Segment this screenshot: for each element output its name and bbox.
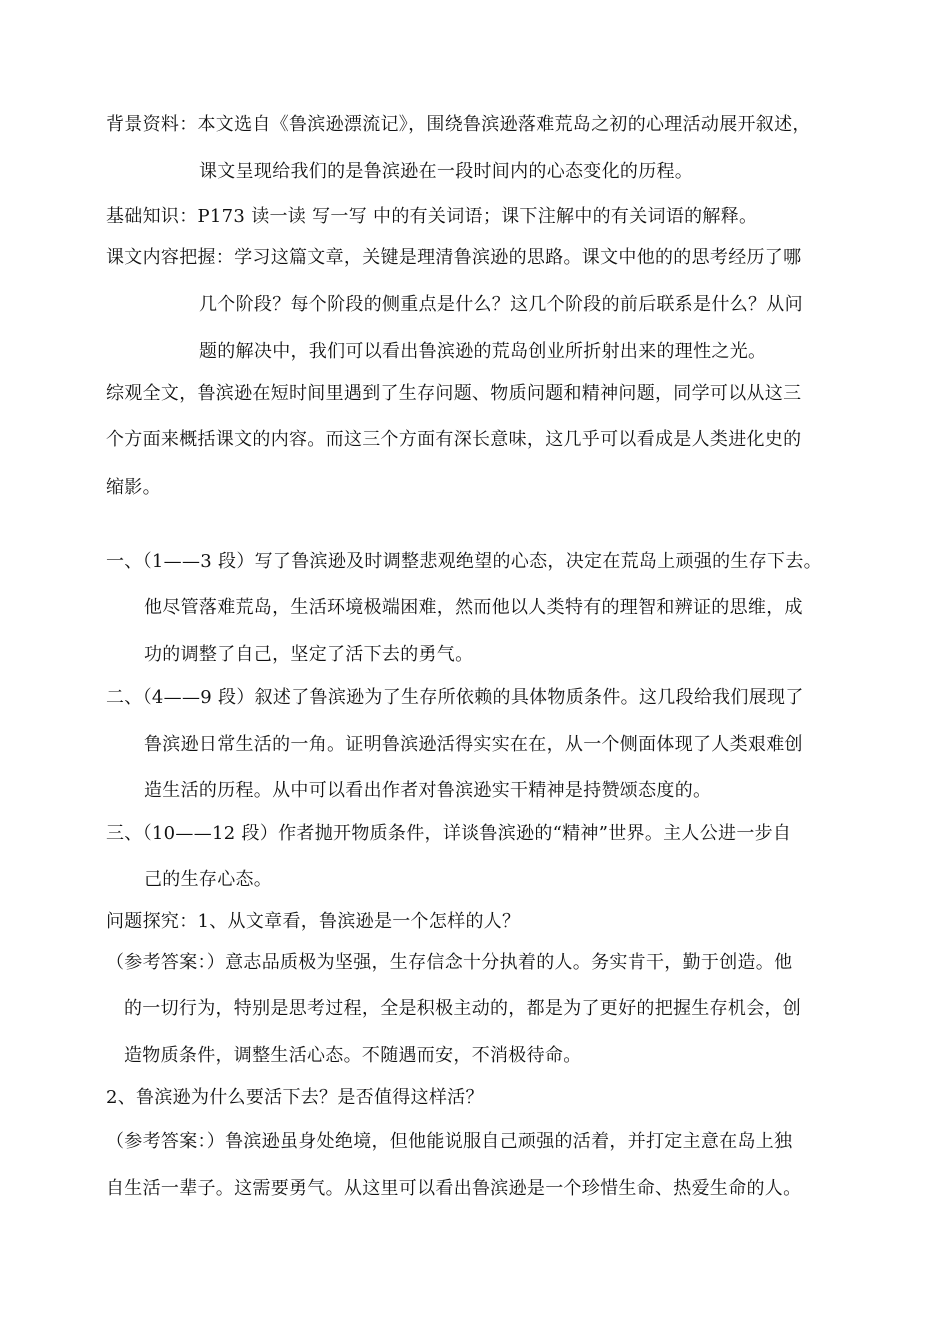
background-line-2: 课文呈现给我们的是鲁滨逊在一段时间内的心态变化的历程。 — [199, 161, 694, 182]
section-2-line-3: 造生活的历程。从中可以看出作者对鲁滨逊实干精神是持赞颂态度的。 — [144, 780, 712, 801]
overview-line-3: 缩影。 — [106, 477, 161, 498]
section-1-line-3: 功的调整了自己，坚定了活下去的勇气。 — [144, 644, 474, 665]
content-grasp-line-2: 几个阶段？每个阶段的侧重点是什么？这几个阶段的前后联系是什么？从问 — [199, 294, 803, 315]
section-2-line-1: 二、（4——9 段）叙述了鲁滨逊为了生存所依赖的具体物质条件。这几段给我们展现了 — [106, 687, 804, 708]
question-1: 问题探究：1、从文章看，鲁滨逊是一个怎样的人？ — [106, 911, 521, 932]
section-3-line-1: 三、（10——12 段）作者抛开物质条件，详谈鲁滨逊的“精神”世界。主人公进一步自 — [106, 823, 792, 844]
content-grasp-line-3: 题的解决中，我们可以看出鲁滨逊的荒岛创业所折射出来的理性之光。 — [199, 341, 767, 362]
question-2: 2、鲁滨逊为什么要活下去？是否值得这样活？ — [106, 1087, 484, 1108]
answer-2-line-2: 自生活一辈子。这需要勇气。从这里可以看出鲁滨逊是一个珍惜生命、热爱生命的人。 — [106, 1178, 802, 1199]
section-2-line-2: 鲁滨逊日常生活的一角。证明鲁滨逊活得实实在在，从一个侧面体现了人类艰难创 — [144, 734, 803, 755]
answer-1-line-2: 的一切行为，特别是思考过程，全是积极主动的，都是为了更好的把握生存机会，创 — [124, 998, 802, 1019]
section-1-line-1: 一、（1——3 段）写了鲁滨逊及时调整悲观绝望的心态，决定在荒岛上顽强的生存下去。 — [106, 551, 822, 572]
basic-knowledge-line: 基础知识：P173 读一读 写一写 中的有关词语；课下注解中的有关词语的解释。 — [106, 206, 758, 227]
overview-line-1: 综观全文，鲁滨逊在短时间里遇到了生存问题、物质问题和精神问题，同学可以从这三 — [106, 383, 802, 404]
background-line-1: 背景资料：本文选自《鲁滨逊漂流记》，围绕鲁滨逊落难荒岛之初的心理活动展开叙述， — [106, 114, 811, 135]
overview-line-2: 个方面来概括课文的内容。而这三个方面有深长意味，这几乎可以看成是人类进化史的 — [106, 429, 802, 450]
section-1-line-2: 他尽管落难荒岛，生活环境极端困难，然而他以人类特有的理智和辨证的思维，成 — [144, 597, 803, 618]
answer-1-line-3: 造物质条件，调整生活心态。不随遇而安，不消极待命。 — [124, 1045, 582, 1066]
section-3-line-2: 己的生存心态。 — [144, 869, 273, 890]
answer-1-line-1: （参考答案：）意志品质极为坚强，生存信念十分执着的人。务实肯干，勤于创造。他 — [106, 952, 793, 973]
content-grasp-line-1: 课文内容把握：学习这篇文章，关键是理清鲁滨逊的思路。课文中他的的思考经历了哪 — [106, 247, 802, 268]
answer-2-line-1: （参考答案：）鲁滨逊虽身处绝境，但他能说服自己顽强的活着，并打定主意在岛上独 — [106, 1131, 793, 1152]
